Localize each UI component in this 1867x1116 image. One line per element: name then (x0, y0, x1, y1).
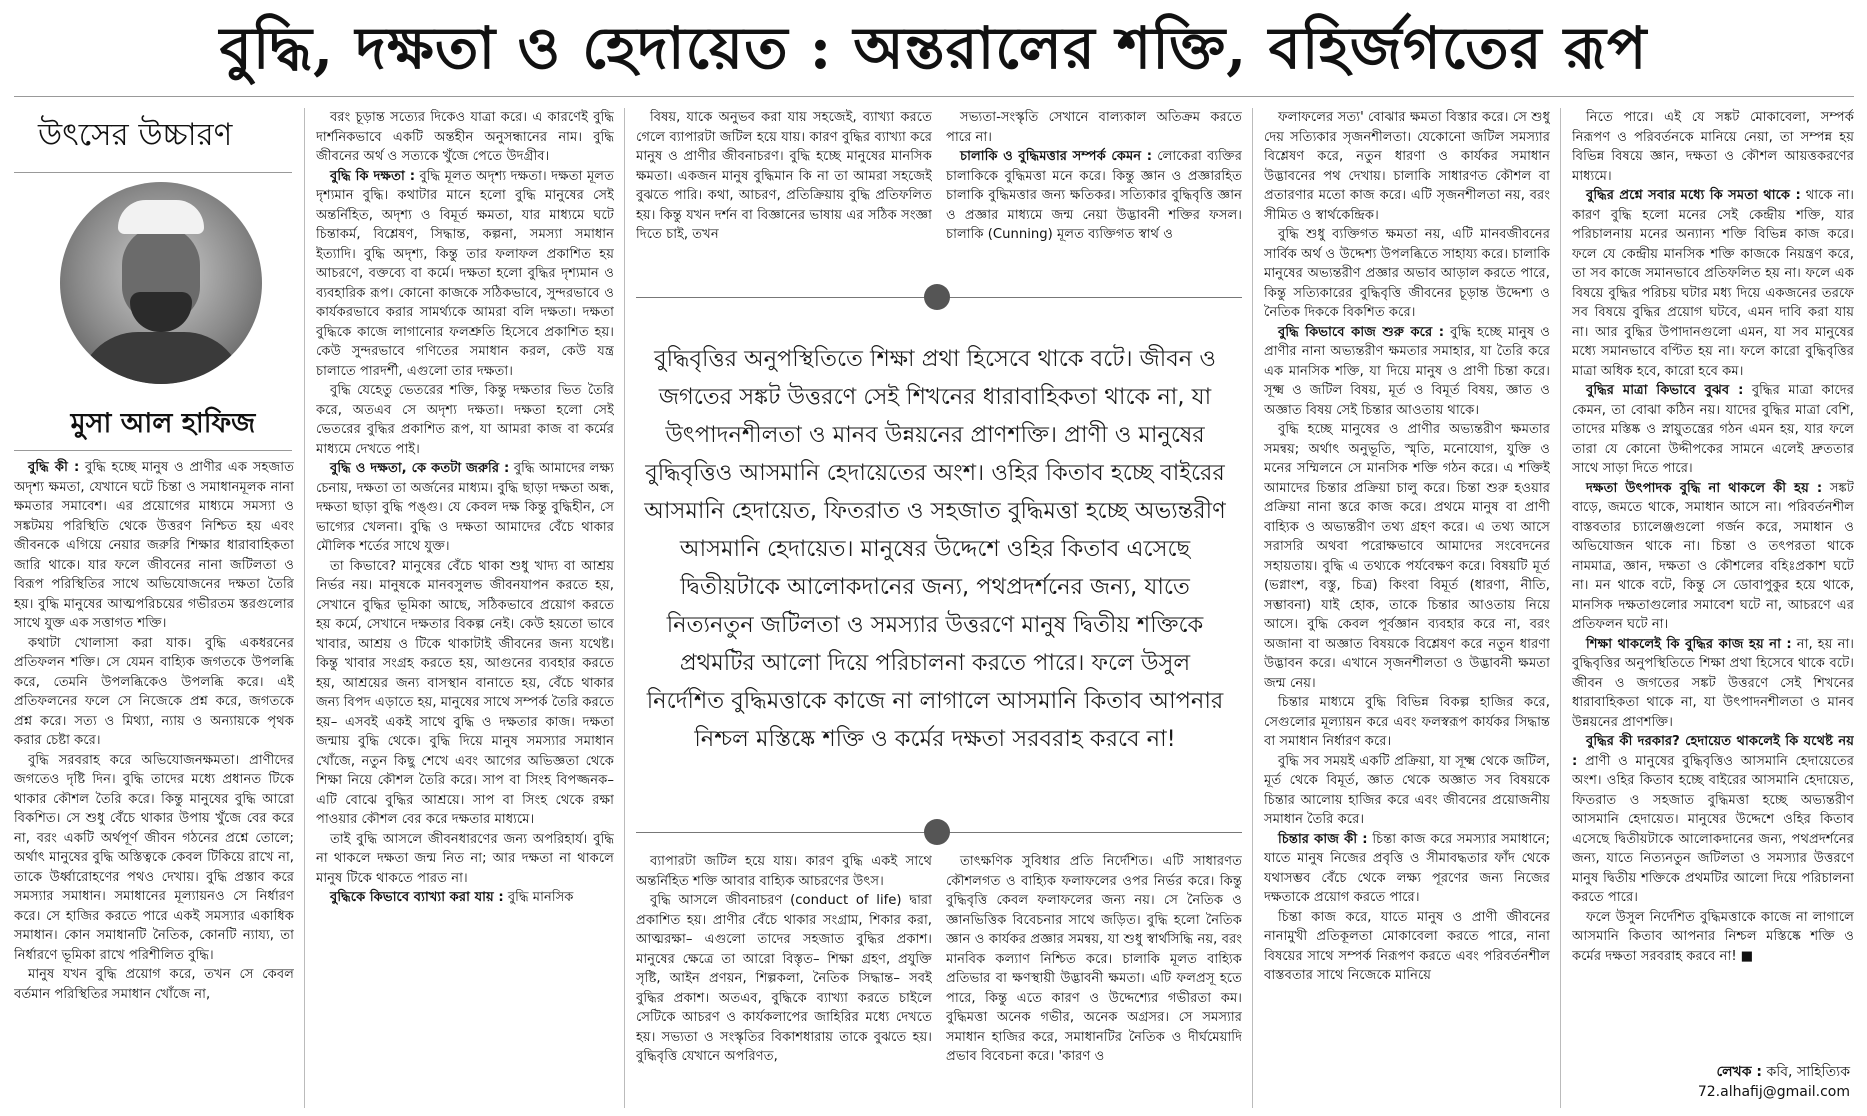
paragraph-text: বুদ্ধি হচ্ছে মানুষ ও প্রাণীর এক সহজাত অদৃশ্য ক্ষমতা, যেখানে ঘটে চিন্তা ও সমাধানমূলক নানা ক্ষমতার সমাবেশ। এর প্রয়োগের মাধ্যমে সমস্যা ও সঙ্কটময় পরিস্থিতি থেকে উত্তরণ নিশ্চিত হয় এবং জীবনকে এগিয়ে নেয়ার জরুরি শিক্ষার ধারাবাহিকতা জারি থাকে। যার ফলে জীবনের নানা জটিলতা ও বিরূপ পরিস্থিতির সাথে অভিযোজনের দক্ষতা তৈরি হয়। বুদ্ধি মানুষের আত্মপরিচয়ের গভীরতম স্তরগুলোর সাথে যুক্ত এক সত্তাগত শক্তি। (14, 460, 294, 631)
article-paragraph (1572, 908, 1854, 967)
byline-role-line (1660, 1062, 1850, 1082)
paragraph-text: বরং চূড়ান্ত সত্যের দিকেও যাত্রা করে। এ কারণেই বুদ্ধি দার্শনিকভাবে একটি অন্তহীন অনুসন্ধানের নাম। বুদ্ধি জীবনের অর্থ ও সত্যকে খুঁজে পেতে উদগ্রীব। (316, 110, 614, 164)
article-paragraph (636, 108, 932, 245)
section-rule (14, 172, 292, 173)
article-paragraph (1264, 420, 1550, 693)
paragraph-text: নিতে পারে। এই যে সঙ্কট মোকাবেলা, সম্পর্ক নিরূপণ ও পরিবর্তনকে মানিয়ে নেয়া, তা সম্পন্ন হয় বিভিন্ন বিষয়ে জ্ঞান, দক্ষতা ও কৌশল আয়ত্তকরণের মাধ্যমে। (1572, 110, 1854, 184)
paragraph-text: ব্যাপারটা জটিল হয়ে যায়। কারণ বুদ্ধি একই সাথে অন্তর্নিহিত শক্তি আবার বাহ্যিক আচরণের উৎস। (636, 854, 932, 889)
article-paragraph (14, 634, 294, 751)
paragraph-text: সভ্যতা-সংস্কৃতি সেখানে বাল্যকাল অতিক্রম করতে পারে না। (946, 110, 1242, 145)
paragraph-text: বুদ্ধির মাত্রা কাদের কেমন, তা বোঝা কঠিন নয়। যাদের বুদ্ধির মাত্রা বেশি, তাদের মস্তিষ্ক ও স্নায়ুতন্ত্রের গঠন এমন হয়, যার ফলে তারা যে কোনো উদ্দীপকের সামনে এলেই দ্রুততার সাথে সাড়া দিতে পারে। (1572, 383, 1854, 476)
paragraph-text: থাকে না। কারণ বুদ্ধি হলো মনের সেই কেন্দ্রীয় শক্তি, যার পরিচালনায় মনের অন্যান্য শক্তি বিভিন্ন কাজ করে। ফলে যে কেন্দ্রীয় মানসিক শক্তি কাজকে নিয়ন্ত্রণ করে, তা সব কাজে সমানভাবে প্রতিফলিত হয় না। ফলে এক বিষয়ে বুদ্ধির পরিচয় ঘটার মধ্য দিয়ে একজনের তরফে সব বিষয়ে বুদ্ধির প্রয়োগ ঘটবে, এমন দাবি করা যায় না। আর বুদ্ধির উপাদানগুলো এমন, যা সব মানুষের মধ্যে সমানভাবে বণ্টিত হয় না। ফলে কারো বুদ্ধিবৃত্তির মাত্রা অধিক হবে, কারো হবে কম। (1572, 188, 1854, 379)
paragraph-text: চিন্তার মাধ্যমে বুদ্ধি বিভিন্ন বিকল্প হাজির করে, সেগুলোর মূল্যায়ন করে এবং ফলস্বরূপ কার্যকর সিদ্ধান্ত বা সমাধান নির্ধারণ করে। (1264, 695, 1550, 749)
article-paragraph (946, 108, 1242, 147)
article-column-1 (14, 458, 294, 1108)
paragraph-heading: বুদ্ধির প্রশ্নে সবার মধ্যে কি সমতা থাকে : (1586, 188, 1801, 203)
article-column-3-bottom (636, 852, 932, 1108)
paragraph-text: তা কিভাবে? মানুষের বেঁচে থাকা শুধু খাদ্য বা আশ্রয় নির্ভর নয়। মানুষকে মানবসুলভ জীবনযাপন করতে হয়, সেখানে বুদ্ধির ভূমিকা আছে, সঠিকভাবে প্রয়োগ করতে হয় কর্মে, সেখানে দক্ষতার বিকল্প নেই। কেউ হয়তো ভাবে খাবার, আশ্রয় ও টিকে থাকাটাই জীবনের জন্য যথেষ্ট। কিন্তু খাবার সংগ্রহ করতে হয়, আগুনের ব্যবহার করতে হয়, আশ্রয়ের জন্য বাসস্থান বানাতে হয়, বেঁচে থাকার জন্য বিপদ এড়াতে হয়, মানুষের সাথে সম্পর্ক তৈরি করতে হয়– এসবই একই সাথে বুদ্ধি ও দক্ষতার কাজ। দক্ষতা জন্মায় বুদ্ধি থেকে। বুদ্ধি দিয়ে মানুষ সমস্যার সমাধান খোঁজে, নতুন কিছু শেখে এবং আগের অভিজ্ঞতা থেকে শিক্ষা নিয়ে কৌশল তৈরি করে। সাপ বা সিংহ বিপজ্জনক– এটি বোঝে বুদ্ধির আশ্রয়ে। সাপ বা সিংহ থেকে রক্ষা পাওয়ার কৌশল বের করে দক্ষতার মাধ্যমে। (316, 558, 614, 827)
paragraph-text: বুদ্ধি আমাদের লক্ষ্য চেনায়, দক্ষতা তা অর্জনের মাধ্যম। বুদ্ধি ছাড়া দক্ষতা অন্ধ, দক্ষতা ছাড়া বুদ্ধি পঙ্গু। যে কেবল দক্ষ কিন্তু বুদ্ধিহীন, সে ভাগ্যের খেলনা। বুদ্ধি ও দক্ষতা আমাদের বেঁচে থাকার মৌলিক শর্তের সাথে যুক্ত। (316, 461, 614, 554)
paragraph-text: প্রাণী ও মানুষের বুদ্ধিবৃত্তিও আসমানি হেদায়েতের অংশ। ওহির কিতাব হচ্ছে বাইরের আসমানি হেদায়েত, ফিতরাত ও সহজাত বুদ্ধিমত্তা হচ্ছে অভ্যন্তরীণ আসমানি হেদায়েত। মানুষের উদ্দেশে ওহির কিতাব এসেছে দ্বিতীয়টাকে আলোকদানের জন্য, পথপ্রদর্শনের জন্য, যাতে নিত্যনতুন জটিলতা ও সমস্যার উত্তরণে মানুষ দ্বিতীয় শক্তিকে প্রথমটির আলো দিয়ে পরিচালনা করতে পারে। (1572, 753, 1854, 905)
paragraph-text: বুদ্ধি সরবরাহ করে অভিযোজনক্ষমতা। প্রাণীদের জগতেও দৃষ্টি দিন। বুদ্ধি তাদের মধ্যে প্রধানত টিকে থাকার কৌশল তৈরি করে। কিন্তু মানুষের বুদ্ধি আরো বিকশিত। সে শুধু বেঁচে থাকার উপায় খুঁজে বের করে না, বরং একটি অর্থপূর্ণ জীবন গঠনের প্রশ্নে তোলে; অর্থাৎ মানুষের বুদ্ধি অস্তিত্বকে কেবল টিকিয়ে রাখে না, তাকে উর্ধ্বারোহণের পথও দেখায়। বুদ্ধি প্রস্তাব করে সমস্যার সমাধান। সমাধানের মূল্যায়নও সে নির্ধারণ করে। সে হাজির করতে পারে একই সমস্যার একাধিক সমাধান। কোন সমাধানটি নৈতিক, কোনটি ন্যায্য, তা নির্ধারণে ভূমিকা রাখে পরিশীলিত বুদ্ধি। (14, 752, 294, 963)
paragraph-text: তাৎক্ষণিক সুবিধার প্রতি নির্দেশিত। এটি সাধারণত কৌশলগত ও বাহ্যিক ফলাফলের ওপর নির্ভর করে। কিন্তু বুদ্ধিবৃত্তি কেবল ফলাফলের জন্য নয়। সে নৈতিক ও জ্ঞানভিত্তিক বিবেচনার সাথে জড়িত। বুদ্ধি হলো নৈতিক জ্ঞান ও কার্যকর প্রজ্ঞার সমন্বয়, যা শুধু স্বার্থসিদ্ধি নয়, বরং মানবিক কল্যাণ নিশ্চিত করে। চালাকি মূলত বাহ্যিক প্রতিভার বা ক্ষণস্থায়ী উদ্ভাবনী ক্ষমতা। এটি ফলপ্রসূ হতে পারে, কিন্তু এতে কারণ ও উদ্দেশ্যের গভীরতা কম। বুদ্ধিমত্তা অনেক গভীর, অনেক অগ্রসর। সে সমস্যার সমাধান হাজির করে, সমাধানটির নৈতিক ও দীর্ঘমেয়াদি প্রভাব বিবেচনা করে। 'কারণ ও (946, 854, 1242, 1064)
paragraph-text: বুদ্ধি হচ্ছে মানুষের ও প্রাণীর অভ্যন্তরীণ ক্ষমতার সমন্বয়; অর্থাৎ অনুভূতি, স্মৃতি, মনোযোগ, যুক্তি ও মনের সম্মিলনে সে মানসিক শক্তি গঠন করে। এ শক্তিই আমাদের চিন্তার প্রক্রিয়া চালু করে। চিন্তা শুরু হওয়ার প্রক্রিয়া নানা স্তরে কাজ করে। প্রথমে মানুষ বা প্রাণী বাহ্যিক ও অভ্যন্তরীণ তথ্য গ্রহণ করে। এ তথ্য আসে সরাসরি অথবা পরোক্ষভাবে আমাদের সংবেদনের সহায়তায়। বুদ্ধি এ তথ্যকে পর্যবেক্ষণ করে। বিষয়টি মূর্ত (ভগ্নাংশ, বস্তু, চিত্র) কিংবা বিমূর্ত (ধারণা, নীতি, সম্ভাবনা) যাই হোক, তাকে চিন্তার আওতায় নিয়ে আসে। বুদ্ধি কেবল পূর্বজ্ঞান ব্যবহার করে না, বরং অজানা বা অজ্ঞাত বিষয়কে বিশ্লেষণ করে নতুন ধারণা উদ্ভাবন করে। এখানে সৃজনশীলতা ও উদ্ভাবনী ক্ষমতা জন্ম নেয়। (1264, 422, 1550, 691)
article-paragraph (1264, 752, 1550, 830)
author-rule (14, 450, 292, 451)
article-paragraph (1572, 381, 1854, 479)
article-paragraph (14, 965, 294, 1004)
paragraph-heading: দক্ষতা উৎপাদক বুদ্ধি না থাকলে কী হয় : (1586, 480, 1823, 496)
paragraph-text: বুদ্ধি মূলত অদৃশ্য দক্ষতা। দক্ষতা মূলত দৃশ্যমান বুদ্ধি। কথাটার মানে হলো বুদ্ধি মানুষের সেই অন্তর্নিহিত, অদৃশ্য ও বিমূর্ত ক্ষমতা, যার মাধ্যমে ঘটে চিন্তাকর্ম, বিশ্লেষণ, সিদ্ধান্ত, কল্পনা, সমস্যা সমাধান ইত্যাদি। বুদ্ধি অদৃশ্য, কিন্তু তার ফলাফল প্রকাশিত হয় আচরণে, বক্তব্যে বা কর্মে। দক্ষতা হলো বুদ্ধির দৃশ্যমান ও ব্যবহারিক রূপ। কোনো কাজকে সঠিকভাবে, সুন্দরভাবে ও কার্যকরভাবে করার সামর্থ্যকে আমরা বলি দক্ষতা। দক্ষতা বুদ্ধিকে কাজে লাগানোর ফলশ্রুতি হিসেবে প্রকাশিত হয়। কেউ সুন্দরভাবে গণিতের সমাধান করল, কেউ যন্ত্র চালাতে পারদর্শী, এগুলো তার দক্ষতা। (316, 168, 614, 379)
byline-role: কবি, সাহিত্যিক (1766, 1064, 1850, 1080)
paragraph-heading: বুদ্ধিকে কিভাবে ব্যাখ্যা করা যায় : (330, 890, 504, 905)
article-column-4-bottom (946, 852, 1242, 1108)
paragraph-heading: বুদ্ধির মাত্রা কিভাবে বুঝব : (1586, 383, 1744, 398)
article-column-6 (1572, 108, 1854, 1058)
article-paragraph (1572, 108, 1854, 186)
paragraph-heading: বুদ্ধি কী : (28, 460, 80, 475)
article-paragraph (1264, 225, 1550, 323)
column-divider (1252, 108, 1253, 1108)
paragraph-text: বুদ্ধি হচ্ছে মানুষ ও প্রাণীর নানা অভ্যন্তরীণ ক্ষমতার সমাহার, যা তৈরি করে এক মানসিক শক্তি, যা দিয়ে মানুষ ও প্রাণী চিন্তা করে। সূক্ষ্ম ও জটিল বিষয়, মূর্ত ও বিমূর্ত বিষয়, জ্ঞাত ও অজ্ঞাত বিষয় সেই চিন্তার আওতায় থাকে। (1264, 324, 1550, 418)
article-paragraph (636, 852, 932, 891)
author-photo (60, 182, 262, 384)
pull-quote-dot-bottom (924, 819, 950, 845)
article-paragraph (636, 891, 932, 1067)
column-divider (304, 108, 305, 1108)
paragraph-heading: বুদ্ধির কী দরকার? হেদায়েত থাকলেই কি যথেষ্ট নয় : (1572, 734, 1854, 769)
pull-quote: বুদ্ধিবৃত্তির অনুপস্থিতিতে শিক্ষা প্রথা হিসেবে থাকে বটে। জীবন ও জগতের সঙ্কট উত্তরণে সেই শিখনের ধারাবাহিকতা থাকে না, যা উৎপাদনশীলতা ও মানব উন্নয়নের প্রাণশক্তি। প্রাণী ও মানুষের বুদ্ধিবৃত্তিও আসমানি হেদায়েতের অংশ। ওহির কিতাব হচ্ছে বাইরের আসমানি হেদায়েত, ফিতরাত ও সহজাত বুদ্ধিমত্তা হচ্ছে অভ্যন্তরীণ আসমানি হেদায়েত। মানুষের উদ্দেশে ওহির কিতাব এসেছে দ্বিতীয়টাকে আলোকদানের জন্য, পথপ্রদর্শনের জন্য, যাতে নিত্যনতুন জটিলতা ও সমস্যার উত্তরণে মানুষ দ্বিতীয় শক্তিকে প্রথমটির আলো দিয়ে পরিচালনা করতে পারে। ফলে উসুল নির্দেশিত বুদ্ধিমত্তাকে কাজে না লাগালে আসমানি কিতাব আপনার নিশ্চল মস্তিষ্কে শক্তি ও কর্মের দক্ষতা সরবরাহ করবে না! (644, 346, 1226, 752)
article-paragraph (1264, 323, 1550, 421)
article-paragraph (1572, 186, 1854, 381)
article-paragraph (316, 557, 614, 830)
article-paragraph (14, 458, 294, 634)
paragraph-text: তাই বুদ্ধি আসলে জীবনধারণের জন্য অপরিহার্য। বুদ্ধি না থাকলে দক্ষতা জন্ম নিত না; আর দক্ষতা না থাকলে মানুষ টিকে থাকতে পারত না। (316, 831, 614, 886)
paragraph-heading: চিন্তার কাজ কী : (1278, 831, 1368, 847)
paragraph-text: চিন্তা কাজ করে, যাতে মানুষ ও প্রাণী জীবনের নানামুখী প্রতিকূলতা মোকাবেলা করতে পারে, নানা বিষয়ের সাথে সম্পর্ক নিরূপণ করতে এবং পরিবর্তনশীল বাস্তবতার সাথে নিজেকে মানিয়ে (1264, 909, 1550, 983)
paragraph-heading: বুদ্ধি ও দক্ষতা, কে কতটা জরুরি : (330, 461, 510, 476)
article-paragraph (316, 830, 614, 889)
paragraph-text: ফলে উসুল নির্দেশিত বুদ্ধিমত্তাকে কাজে না লাগালে আসমানি কিতাব আপনার নিশ্চল মস্তিষ্কে শক্তি ও কর্মের দক্ষতা সরবরাহ করবে না! ■ (1572, 909, 1854, 964)
article-paragraph (946, 852, 1242, 1067)
article-paragraph (1264, 908, 1550, 986)
paragraph-text: কথাটা খোলাসা করা যাক। বুদ্ধি একধরনের প্রতিফলন শক্তি। সে যেমন বাহ্যিক জগতকে উপলব্ধি করে, তেমনি উপলব্ধিকেও উপলব্ধি করে। এই প্রতিফলনের ফলে সে নিজেকে প্রশ্ন করে, জগতকে প্রশ্ন করে। সত্য ও মিথ্যা, ন্যায় ও অন্যায়কে পৃথক করার চেষ্টা করে। (14, 635, 294, 748)
paragraph-heading: চালাকি ও বুদ্ধিমত্তার সম্পর্ক কেমন : (960, 149, 1153, 164)
paragraph-text: চিন্তা কাজ করে সমস্যার সমাধানে; যাতে মানুষ নিজের প্রবৃত্তি ও সীমাবদ্ধতার ফাঁদ থেকে যথাসম্ভব বেঁচে থেকে লক্ষ্য পূরণের জন্য নিজের দক্ষতাকে প্রয়োগ করতে পারে। (1264, 831, 1550, 905)
paragraph-text: লোকেরা ব্যক্তির চালাকিকে বুদ্ধিমত্তা মনে করে। কিন্তু জ্ঞান ও প্রজ্ঞারহিত চালাকি বুদ্ধিমত্তার জন্য ক্ষতিকর। সত্যিকার বুদ্ধিবৃত্তি জ্ঞান ও প্রজ্ঞার মাধ্যমে জন্ম নেয়া উদ্ভাবনী শক্তির ফসল। চালাকি (Cunning) মূলত ব্যক্তিগত স্বার্থ ও (946, 149, 1242, 242)
article-column-4-top (946, 108, 1242, 284)
article-paragraph (1264, 108, 1550, 225)
paragraph-text: বুদ্ধি যেহেতু ভেতরের শক্তি, কিন্তু দক্ষতার ভিত তৈরি করে, অতএব সে অদৃশ্য দক্ষতা। দক্ষতা হলো সেই ভেতরের বুদ্ধির প্রকাশিত রূপ, যা আমরা কাজ বা কর্মের মাধ্যমে দেখতে পাই। (316, 383, 614, 457)
article-paragraph (1572, 732, 1854, 908)
article-paragraph (1264, 693, 1550, 752)
paragraph-text: সঙ্কট বাড়ে, জমতে থাকে, সমাধান আসে না। পরিবর্তনশীল বাস্তবতার চ্যালেঞ্জগুলো গর্জন করে, সমাধান ও অভিযোজন থাকে না। চিন্তা ও তৎপরতা থাকে নামমাত্র, জ্ঞান, দক্ষতা ও কৌশলের বহিঃপ্রকাশ ঘটে না। মন থাকে বটে, কিন্তু সে ডোবাপুকুর হয়ে থাকে, মানসিক দক্ষতাগুলোর সমাবেশ ঘটে না, আচরণে এর প্রতিফলন ঘটে না। (1572, 480, 1854, 632)
byline-email: 72.alhafij@gmail.com (1697, 1084, 1850, 1100)
paragraph-heading: বুদ্ধি কি দক্ষতা : (330, 168, 415, 184)
article-paragraph (1572, 479, 1854, 635)
byline (1660, 1062, 1850, 1102)
article-paragraph (316, 459, 614, 557)
paragraph-text: না, হয় না। বুদ্ধিবৃত্তির অনুপস্থিতিতে শিক্ষা প্রথা হিসেবে থাকে বটে। জীবন ও জগতের সঙ্কট উত্তরণে সেই শিখনের ধারাবাহিকতা থাকে না, যা উৎপাদনশীলতা ও মানব উন্নয়নের প্রাণশক্তি। (1572, 636, 1854, 730)
article-paragraph (1264, 830, 1550, 908)
column-divider (1560, 108, 1561, 1108)
paragraph-text: ফলাফলের সত্য' বোঝার ক্ষমতা বিস্তার করে। সে শুধু দেয় সত্যিকার সৃজনশীলতা। যেকোনো জটিল সমস্যার বিশ্লেষণ করে, নতুন ধারণা ও কার্যকর সমাধান উদ্ভাবনের পথ দেখায়। চালাকি সাধারণত কৌশল বা প্রতারণার মতো কাজ করে। এটি সৃজনশীলতা নয়, বরং সীমিত ও স্বার্থকেন্দ্রিক। (1264, 110, 1550, 223)
article-column-3-top (636, 108, 932, 284)
paragraph-text: বুদ্ধি মানসিক (507, 890, 574, 905)
headline: বুদ্ধি, দক্ষতা ও হেদায়েত : অন্তরালের শক্তি, বহির্জগতের রূপ (219, 14, 1648, 82)
paragraph-heading: শিক্ষা থাকলেই কি বুদ্ধির কাজ হয় না : (1586, 636, 1792, 652)
section-name: উৎসের উচ্চারণ (38, 117, 233, 153)
article-paragraph (1572, 635, 1854, 733)
paragraph-text: মানুষ যখন বুদ্ধি প্রয়োগ করে, তখন সে কেবল বর্তমান পরিস্থিতির সমাধান খোঁজে না, (14, 967, 294, 1002)
author-name: মুসা আল হাফিজ (70, 408, 256, 439)
article-paragraph (946, 147, 1242, 245)
article-column-2 (316, 108, 614, 1108)
column-divider (624, 108, 625, 1108)
paragraph-heading: বুদ্ধি কিভাবে কাজ শুরু করে : (1278, 324, 1445, 340)
article-column-5 (1264, 108, 1550, 1108)
article-paragraph (316, 888, 614, 908)
headline-rule (14, 96, 1854, 97)
article-paragraph (316, 381, 614, 459)
article-paragraph (14, 751, 294, 966)
paragraph-text: বুদ্ধি আসলে জীবনাচরণ (conduct of life) দ্বারা প্রকাশিত হয়। প্রাণীর বেঁচে থাকার সংগ্রাম, শিকার করা, আত্মরক্ষা– এগুলো তাদের সহজাত বুদ্ধির প্রকাশ। মানুষের ক্ষেত্রে তা আরো বিস্তৃত– শিক্ষা গ্রহণ, প্রযুক্তি সৃষ্টি, আইন প্রণয়ন, শিল্পকলা, নৈতিক সিদ্ধান্ত– সবই বুদ্ধির প্রকাশ। অতএব, বুদ্ধিকে ব্যাখ্যা করতে চাইলে সেটিকে আচরণ ও কার্যকলাপের জাহিরির মধ্যে দেখতে হয়। সভ্যতা ও সংস্কৃতির বিকাশধারায় তাকে বুঝতে হয়। বুদ্ধিবৃত্তি যেখানে অপরিণত, (636, 893, 932, 1064)
article-paragraph (316, 108, 614, 167)
article-paragraph (316, 167, 614, 382)
paragraph-text: বিষয়, যাকে অনুভব করা যায় সহজেই, ব্যাখ্যা করতে গেলে ব্যাপারটা জটিল হয়ে যায়। কারণ বুদ্ধির ব্যাখ্যা করে মানুষ ও প্রাণীর জীবনাচরণ। বুদ্ধি হচ্ছে মানুষের মানসিক ক্ষমতা। একজন মানুষ বুদ্ধিমান কি না তা আমরা সহজেই বুঝতে পারি। কথা, আচরণ, প্রতিক্রিয়ায় বুদ্ধি প্রতিফলিত হয়। কিন্তু যখন দর্শন বা বিজ্ঞানের ভাষায় এর সঠিক সংজ্ঞা দিতে চাই, তখন (636, 110, 932, 242)
byline-label: লেখক : (1716, 1064, 1763, 1080)
paragraph-text: বুদ্ধি শুধু ব্যক্তিগত ক্ষমতা নয়, এটি মানবজীবনের সার্বিক অর্থ ও উদ্দেশ্য উপলব্ধিতে সাহায্য করে। চালাকি মানুষের অভ্যন্তরীণ প্রজ্ঞার অভাব আড়াল করতে পারে, কিন্তু সত্যিকারের বুদ্ধিবৃত্তি জীবনের চূড়ান্ত উদ্দেশ্য ও নৈতিক দিককে বিকশিত করে। (1264, 227, 1550, 320)
pull-quote-dot-top (924, 284, 950, 310)
paragraph-text: বুদ্ধি সব সময়ই একটি প্রক্রিয়া, যা সূক্ষ্ম থেকে জটিল, মূর্ত থেকে বিমূর্ত, জ্ঞাত থেকে অজ্ঞাত সব বিষয়কে চিন্তার আলোয় হাজির করে এবং জীবনের প্রয়োজনীয় সমাধান তৈরি করে। (1264, 753, 1550, 827)
